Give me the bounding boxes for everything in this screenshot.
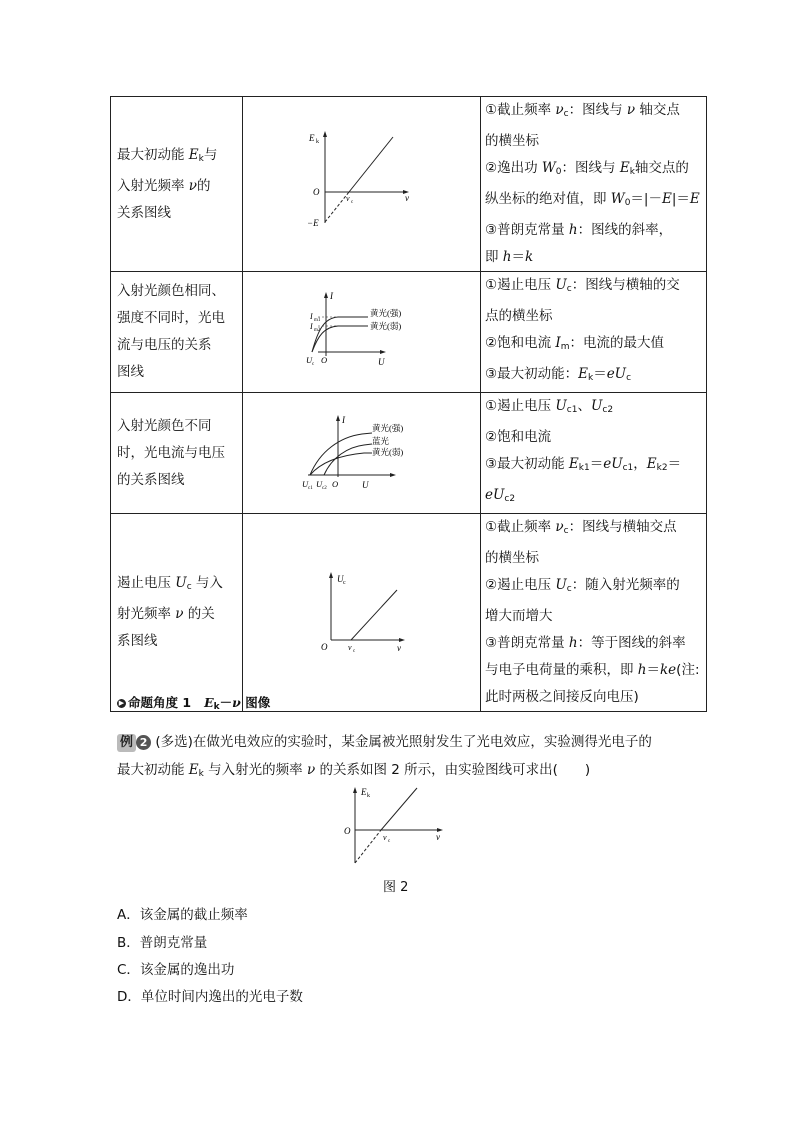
svg-text:O: O (312, 187, 319, 197)
svg-text:黄光(强): 黄光(强) (371, 423, 403, 433)
notes-cell: ①截止频率 $\nu_c$：图线与 ν 轴交点 的横坐标 ②逸出功 $W_0$：图线与 $E_k$轴交点的 纵坐标的绝对值，即 $W_0=|-E|=E$ ③普朗克常量 h：图线的斜率， 即 h＝k (481, 97, 707, 272)
row-title: 入射光颜色相同、 强度不同时，光电 流与电压的关系 图线 (111, 272, 243, 393)
svg-text:黄光(弱): 黄光(弱) (371, 447, 403, 457)
svg-text:c: c (352, 648, 355, 654)
graph-cell (243, 97, 481, 272)
section-heading: ▶ 命题角度 1 $E_k-\nu$ 图像 (118, 695, 271, 712)
svg-text:O: O (320, 355, 327, 365)
svg-text:U: U (315, 479, 322, 489)
ek-nu-figure (341, 783, 451, 867)
svg-text:c: c (342, 579, 346, 586)
svg-text:ν: ν (396, 642, 401, 653)
i-u-same-color-graph (292, 290, 432, 370)
graph-cell (243, 514, 481, 712)
svg-text:O: O (344, 826, 351, 836)
svg-text:I: I (341, 415, 345, 425)
summary-table (110, 96, 707, 712)
svg-text:k: k (315, 139, 319, 145)
figure-2 (341, 783, 451, 871)
svg-text:黄光(强): 黄光(强) (369, 308, 401, 318)
option-b[interactable]: B．普朗克常量 (117, 935, 208, 951)
svg-text:ν: ν (383, 833, 387, 842)
ek-nu-graph (297, 127, 427, 237)
svg-text:U: U (361, 480, 368, 490)
graph-cell (243, 393, 481, 514)
svg-text:c1: c1 (307, 486, 313, 491)
example-badge: 例 (117, 734, 136, 752)
i-u-diff-color-graph (292, 411, 432, 491)
svg-text:U: U (377, 357, 384, 367)
svg-text:I: I (329, 291, 333, 301)
svg-text:c: c (388, 839, 391, 844)
svg-text:E: E (361, 787, 367, 797)
table-row (111, 514, 707, 712)
svg-text:I: I (309, 322, 313, 331)
graph-cell (243, 272, 481, 393)
svg-text:ν: ν (436, 832, 440, 842)
play-icon: ▶ (118, 699, 125, 707)
notes-cell: ①遏止电压 $U_{c1}$、$U_{c2}$ ②饱和电流 ③最大初动能 $E_{k1}=eU_{c1}$，$E_{k2}=$ $eU_{c2}$ (481, 393, 707, 514)
notes-cell: ①遏止电压 $U_c$：图线与横轴的交 点的横坐标 ②饱和电流 $I_m$：电流的最大值 ③最大初动能：$E_k=eU_c$ (481, 272, 707, 393)
svg-text:−E: −E (306, 218, 319, 228)
option-a[interactable]: A．该金属的截止频率 (117, 907, 248, 923)
row-title: 遏止电压 $U_c$ 与入 射光频率 ν 的关 系图线 (111, 514, 243, 712)
svg-text:O: O (331, 479, 338, 489)
svg-text:E: E (308, 133, 314, 143)
table-row (111, 272, 707, 393)
svg-text:O: O (320, 641, 327, 652)
example-question: 例 2 (多选)在做光电效应的实验时，某金属被光照射发生了光电效应，实验测得光电子的 最大初动能 $E_k$ 与入射光的频率 ν 的关系如图 2 所示，由实验图线可求出( ) (117, 734, 652, 779)
svg-text:U: U (336, 573, 343, 584)
svg-text:U: U (305, 355, 312, 365)
svg-text:m1: m1 (313, 318, 320, 323)
svg-text:ν: ν (347, 642, 352, 652)
uc-nu-graph (307, 566, 417, 656)
svg-text:ν: ν (404, 193, 409, 203)
svg-text:ν: ν (345, 194, 350, 203)
svg-text:k: k (367, 793, 370, 799)
table-row (111, 97, 707, 272)
option-c[interactable]: C．该金属的逸出功 (117, 962, 235, 978)
svg-text:I: I (309, 312, 313, 321)
svg-text:黄光(弱): 黄光(弱) (369, 321, 401, 331)
svg-text:蓝光: 蓝光 (371, 436, 389, 446)
notes-cell: ①截止频率 $\nu_c$：图线与横轴交点 的横坐标 ②遏止电压 $U_c$：随入射光频率的 增大而增大 ③普朗克常量 h：等于图线的斜率 与电子电荷量的乘积，即 h＝ke(注: 此时两极之间接反向电压) (481, 514, 707, 712)
svg-text:c2: c2 (321, 486, 327, 491)
svg-text:U: U (301, 479, 308, 489)
figure-caption: 图 2 (383, 880, 409, 895)
row-title: 入射光颜色不同 时，光电流与电压 的关系图线 (111, 393, 243, 514)
option-d[interactable]: D．单位时间内逸出的光电子数 (117, 989, 303, 1005)
svg-text:m2: m2 (313, 328, 320, 333)
svg-text:c: c (350, 200, 353, 205)
row-title: 最大初动能 $E_k$与 入射光频率 ν的 关系图线 (111, 97, 243, 272)
table-row (111, 393, 707, 514)
svg-text:c: c (311, 362, 314, 367)
example-number: 2 (136, 735, 151, 750)
